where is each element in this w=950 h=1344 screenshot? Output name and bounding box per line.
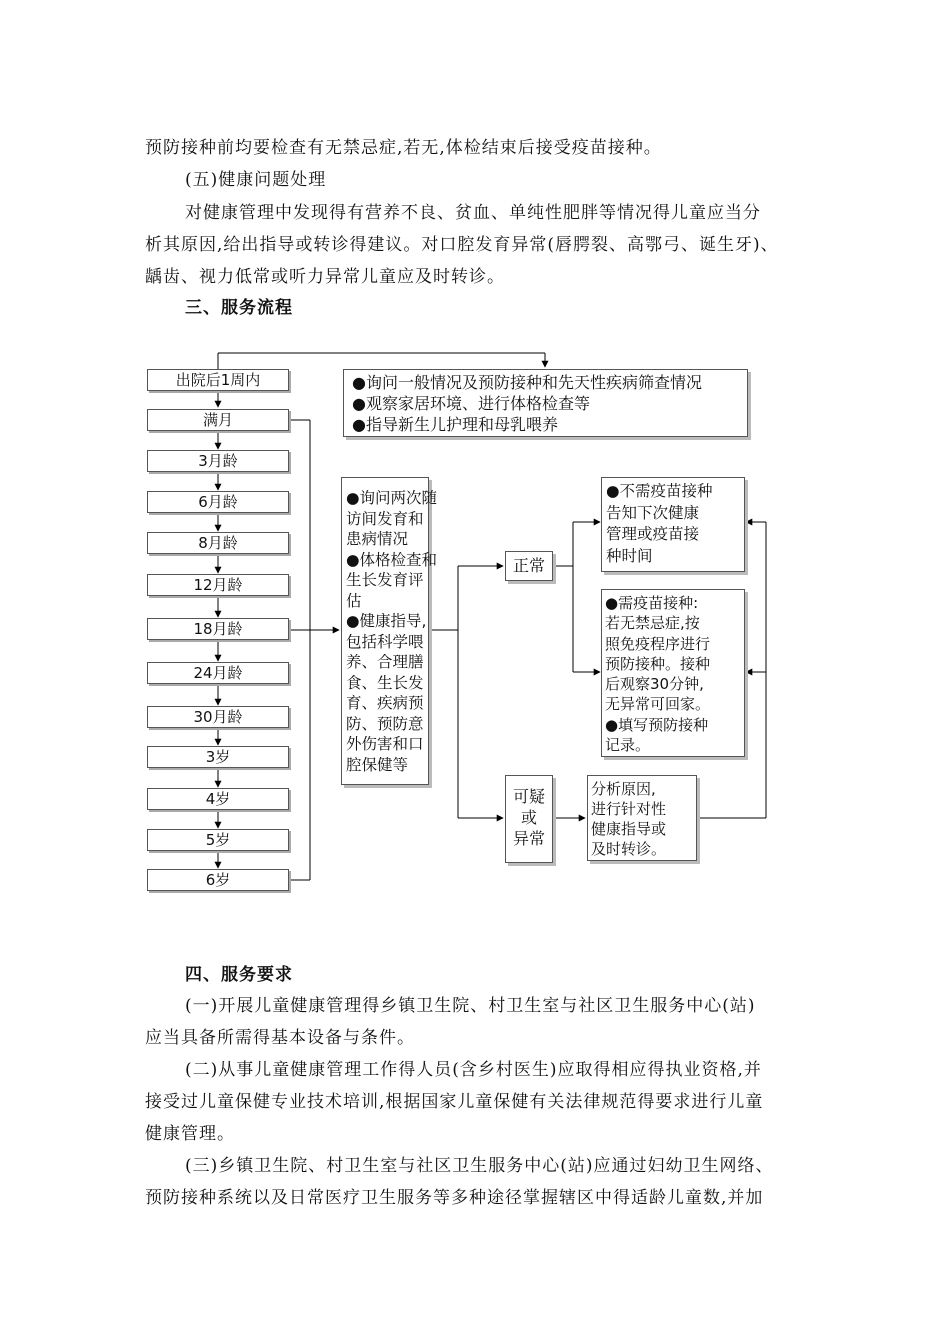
box-line: 及时转诊。 [591, 840, 667, 858]
analysis-box [587, 775, 697, 861]
abnormal-label-box [505, 775, 553, 863]
age-box: 满月 [147, 409, 289, 431]
box-line: 育、疾病预 [346, 694, 424, 712]
box-line: 外伤害和口 [346, 735, 424, 753]
paragraph-line: 析其原因,给出指导或转诊得建议。对口腔发育异常(唇腭裂、高鄂弓、诞生牙)、 [145, 235, 779, 255]
paragraph-line: 预防接种系统以及日常医疗卫生服务等多种途径掌握辖区中得适龄儿童数,并加 [145, 1188, 764, 1208]
box-line: 种时间 [606, 546, 653, 565]
box-line: 告知下次健康 [606, 503, 700, 522]
no-vaccine-box [601, 477, 745, 572]
vaccine-box [601, 589, 745, 757]
box-line: 管理或疫苗接 [606, 525, 700, 543]
box-line: 后观察30分钟, [605, 675, 704, 694]
paragraph-line: (一)开展儿童健康管理得乡镇卫生院、村卫生室与社区卫生服务中心(站) [185, 996, 756, 1016]
paragraph-line: (二)从事儿童健康管理工作得人员(含乡村医生)应取得相应得执业资格,并 [185, 1060, 762, 1080]
box-line: 防、预防意 [346, 714, 424, 733]
paragraph-line: (三)乡镇卫生院、村卫生室与社区卫生服务中心(站)应通过妇幼卫生网络、 [185, 1156, 774, 1176]
box-line: 生长发育评 [346, 571, 424, 589]
section5-heading: (五)健康问题处理 [185, 170, 327, 190]
box-line: ●询问两次随 [346, 489, 438, 507]
box-line: 无异常可回家。 [605, 695, 711, 714]
age-box: 3月龄 [147, 450, 289, 472]
box-line: ●询问一般情况及预防接种和先天性疾病筛查情况 [352, 373, 702, 392]
box-line: 养、合理膳 [346, 653, 424, 671]
box-line: 患病情况 [346, 530, 409, 548]
age-box-first-week: 出院后1周内 [147, 369, 289, 391]
paragraph-line: 预防接种前均要检查有无禁忌症,若无,体检结束后接受疫苗接种。 [145, 138, 662, 158]
box-line: 进行针对性 [591, 800, 667, 818]
box-line: ●健康指导, [346, 612, 427, 630]
paragraph-line: 对健康管理中发现得有营养不良、贫血、单纯性肥胖等情况得儿童应当分 [185, 203, 761, 223]
paragraph-line: 应当具备所需得基本设备与条件。 [145, 1028, 415, 1048]
section3-title: 三、服务流程 [185, 298, 293, 318]
box-line: 食、生长发 [346, 673, 424, 692]
paragraph-line: 接受过儿童保健专业技术培训,根据国家儿童保健有关法律规范得要求进行儿童 [145, 1092, 764, 1112]
first-visit-content-box [343, 369, 748, 437]
normal-label-box: 正常 [505, 551, 553, 581]
box-line: 若无禁忌症,按 [605, 614, 700, 633]
box-line: 访间发育和 [346, 509, 424, 528]
age-box: 3岁 [147, 746, 289, 768]
age-box: 30月龄 [147, 706, 289, 728]
box-line: 包括科学喂 [346, 632, 424, 651]
box-line: 记录。 [605, 736, 651, 755]
age-box: 24月龄 [147, 662, 289, 684]
age-box: 12月龄 [147, 574, 289, 596]
section4-title: 四、服务要求 [185, 965, 293, 985]
box-line: 照免疫程序进行 [605, 634, 711, 653]
age-box: 8月龄 [147, 532, 289, 554]
box-line: ●不需疫苗接种 [606, 482, 713, 500]
age-box: 4岁 [147, 788, 289, 810]
paragraph-line: 龋齿、视力低常或听力异常儿童应及时转诊。 [145, 267, 505, 287]
box-line: 估 [346, 591, 362, 610]
age-box: 6岁 [147, 869, 289, 891]
box-line: 腔保健等 [346, 755, 409, 774]
age-box: 5岁 [147, 829, 289, 851]
box-line: 健康指导或 [591, 820, 667, 838]
box-line: ●需疫苗接种: [605, 594, 699, 612]
box-line: 分析原因, [591, 780, 656, 798]
age-box: 6月龄 [147, 491, 289, 513]
box-line: ●体格检查和 [346, 550, 438, 569]
box-line: ●指导新生儿护理和母乳喂养 [352, 415, 558, 434]
box-line: 预防接种。接种 [605, 654, 711, 673]
box-line: ●观察家居环境、进行体格检查等 [352, 394, 590, 413]
box-line: 或 [520, 808, 537, 827]
paragraph-line: 健康管理。 [145, 1124, 235, 1144]
age-box: 18月龄 [147, 618, 289, 640]
followup-content-box [341, 477, 438, 785]
box-line: 可疑 [512, 787, 545, 806]
box-line: ●填写预防接种 [605, 715, 709, 734]
box-line: 异常 [512, 829, 545, 848]
